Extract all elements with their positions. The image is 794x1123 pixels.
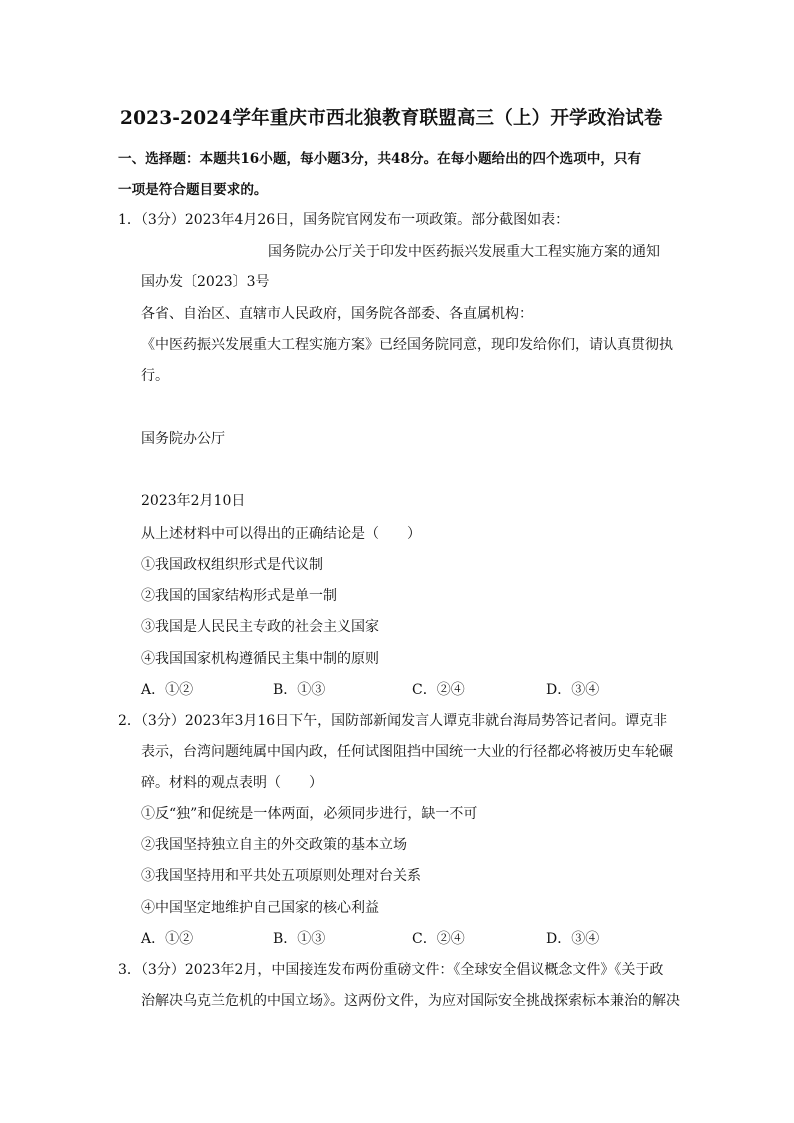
- q2-option-b: B．①③: [273, 931, 326, 947]
- q1-option-d: D．③④: [546, 682, 600, 698]
- q2-option-d: D．③④: [546, 931, 600, 947]
- q1-option-b: B．①③: [273, 682, 326, 698]
- q1-item-4: ④我国国家机构遵循民主集中制的原则: [141, 651, 379, 667]
- section-heading-line2: 一项是符合题目要求的。: [118, 182, 268, 198]
- q1-item-1: ①我国政权组织形式是代议制: [141, 557, 323, 573]
- q1-issuer: 国务院办公厅: [141, 431, 225, 447]
- q2-item-3: ③我国坚持用和平共处五项原则处理对台关系: [141, 868, 421, 884]
- section-heading-line1: 一、选择题：本题共16小题，每小题3分，共48分。在每小题给出的四个选项中，只有: [118, 151, 642, 167]
- q1-addressee: 各省、自治区、直辖市人民政府，国务院各部委、各直属机构：: [141, 306, 533, 322]
- q1-date: 2023年2月10日: [141, 493, 246, 509]
- q1-stem: 1．（3分）2023年4月26日，国务院官网发布一项政策。部分截图如表：: [118, 212, 570, 228]
- q1-body-line1: 《中医药振兴发展重大工程实施方案》已经国务院同意，现印发给你们，请认真贯彻执: [141, 337, 673, 353]
- q2-option-a: A．①②: [141, 931, 194, 947]
- page-title: 2023-2024学年重庆市西北狼教育联盟高三（上）开学政治试卷: [120, 108, 663, 129]
- q1-doc-number: 国办发〔2023〕3号: [141, 274, 270, 290]
- q2-stem-line1: 2．（3分）2023年3月16日下午，国防部新闻发言人谭克非就台海局势答记者问。谭克非: [118, 713, 668, 729]
- q1-doc-title: 国务院办公厅关于印发中医药振兴发展重大工程实施方案的通知: [268, 244, 660, 260]
- q3-stem-line2: 治解决乌克兰危机的中国立场》。这两份文件，为应对国际安全挑战探索标本兼治的解决: [141, 993, 680, 1009]
- q1-question: 从上述材料中可以得出的正确结论是（ ）: [141, 526, 421, 542]
- q2-item-1: ①反“独”和促统是一体两面，必须同步进行，缺一不可: [141, 806, 478, 822]
- q1-option-a: A．①②: [141, 682, 194, 698]
- q2-stem-line3: 碎。材料的观点表明（ ）: [141, 775, 323, 791]
- q2-stem-line2: 表示，台湾问题纯属中国内政，任何试图阻挡中国统一大业的行径都必将被历史车轮碾: [141, 744, 673, 760]
- q1-option-c: C．②④: [412, 682, 465, 698]
- q1-item-2: ②我国的国家结构形式是单一制: [141, 588, 337, 604]
- q2-item-4: ④中国坚定地维护自己国家的核心利益: [141, 900, 379, 916]
- q2-option-c: C．②④: [412, 931, 465, 947]
- q2-item-2: ②我国坚持独立自主的外交政策的基本立场: [141, 837, 407, 853]
- q1-item-3: ③我国是人民民主专政的社会主义国家: [141, 619, 379, 635]
- q3-stem-line1: 3．（3分）2023年2月，中国接连发布两份重磅文件：《全球安全倡议概念文件》《关于政: [118, 962, 664, 978]
- q1-body-line2: 行。: [141, 368, 169, 384]
